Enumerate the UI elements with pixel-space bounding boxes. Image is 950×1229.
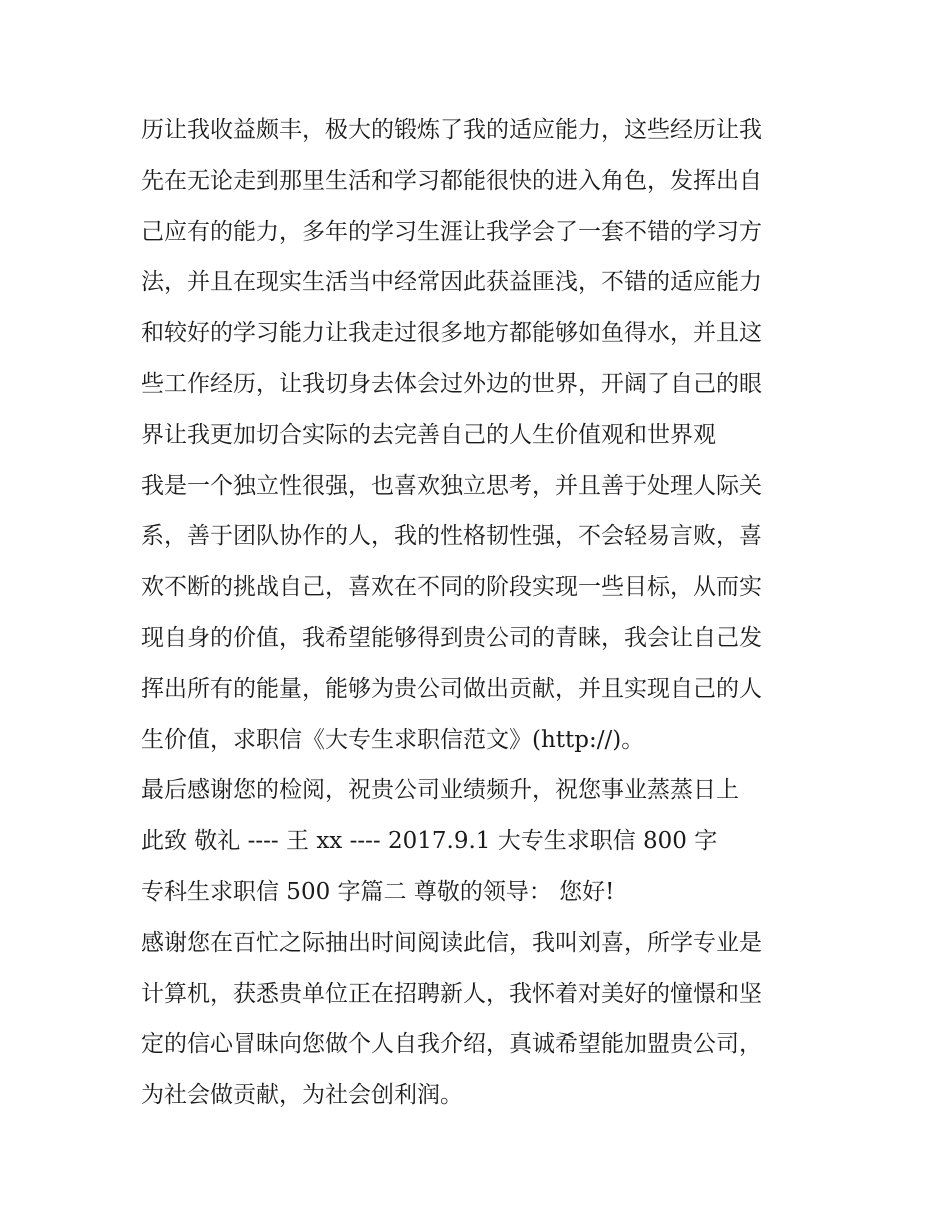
text-line: 法，并且在现实生活当中经常因此获益匪浅，不错的适应能力 bbox=[141, 269, 762, 296]
text-line: 定的信心冒昧向您做个人自我介绍，真诚希望能加盟贵公司， bbox=[141, 1031, 762, 1058]
text-line: 己应有的能力，多年的学习生涯让我学会了一套不错的学习方 bbox=[141, 218, 762, 245]
text-line: 为社会做贡献，为社会创利润。 bbox=[141, 1082, 463, 1109]
text-line: 计算机，获悉贵单位正在招聘新人，我怀着对美好的憧憬和坚 bbox=[141, 980, 762, 1007]
text-line: 先在无论走到那里生活和学习都能很快的进入角色，发挥出自 bbox=[141, 167, 762, 194]
text-line: 我是一个独立性很强，也喜欢独立思考，并且善于处理人际关 bbox=[141, 472, 762, 499]
text-line: 感谢您在百忙之际抽出时间阅读此信，我叫刘喜，所学专业是 bbox=[141, 929, 762, 956]
text-line: 欢不断的挑战自己，喜欢在不同的阶段实现一些目标，从而实 bbox=[141, 574, 762, 601]
text-line: 和较好的学习能力让我走过很多地方都能够如鱼得水，并且这 bbox=[141, 320, 762, 347]
text-line: 现自身的价值，我希望能够得到贵公司的青睐，我会让自己发 bbox=[141, 624, 762, 651]
body-text bbox=[141, 105, 821, 1121]
text-line: 此致 敬礼 ---- 王 xx ---- 2017.9.1 大专生求职信 800 字 bbox=[141, 828, 718, 855]
text-line: 界让我更加切合实际的去完善自己的人生价值观和世界观 bbox=[141, 421, 716, 448]
text-line: 系，善于团队协作的人，我的性格韧性强，不会轻易言败，喜 bbox=[141, 523, 762, 550]
text-line: 生价值，求职信《大专生求职信范文》(http://)。 bbox=[141, 726, 645, 753]
text-line: 最后感谢您的检阅，祝贵公司业绩频升，祝您事业蒸蒸日上 bbox=[141, 777, 739, 804]
text-line: 历让我收益颇丰，极大的锻炼了我的适应能力，这些经历让我 bbox=[141, 117, 762, 143]
text-line: 专科生求职信 500 字篇二 尊敬的领导： 您好! bbox=[141, 878, 615, 905]
text-line: 挥出所有的能量，能够为贵公司做出贡献，并且实现自己的人 bbox=[141, 675, 762, 702]
text-line: 些工作经历，让我切身去体会过外边的世界，开阔了自己的眼 bbox=[141, 370, 762, 397]
